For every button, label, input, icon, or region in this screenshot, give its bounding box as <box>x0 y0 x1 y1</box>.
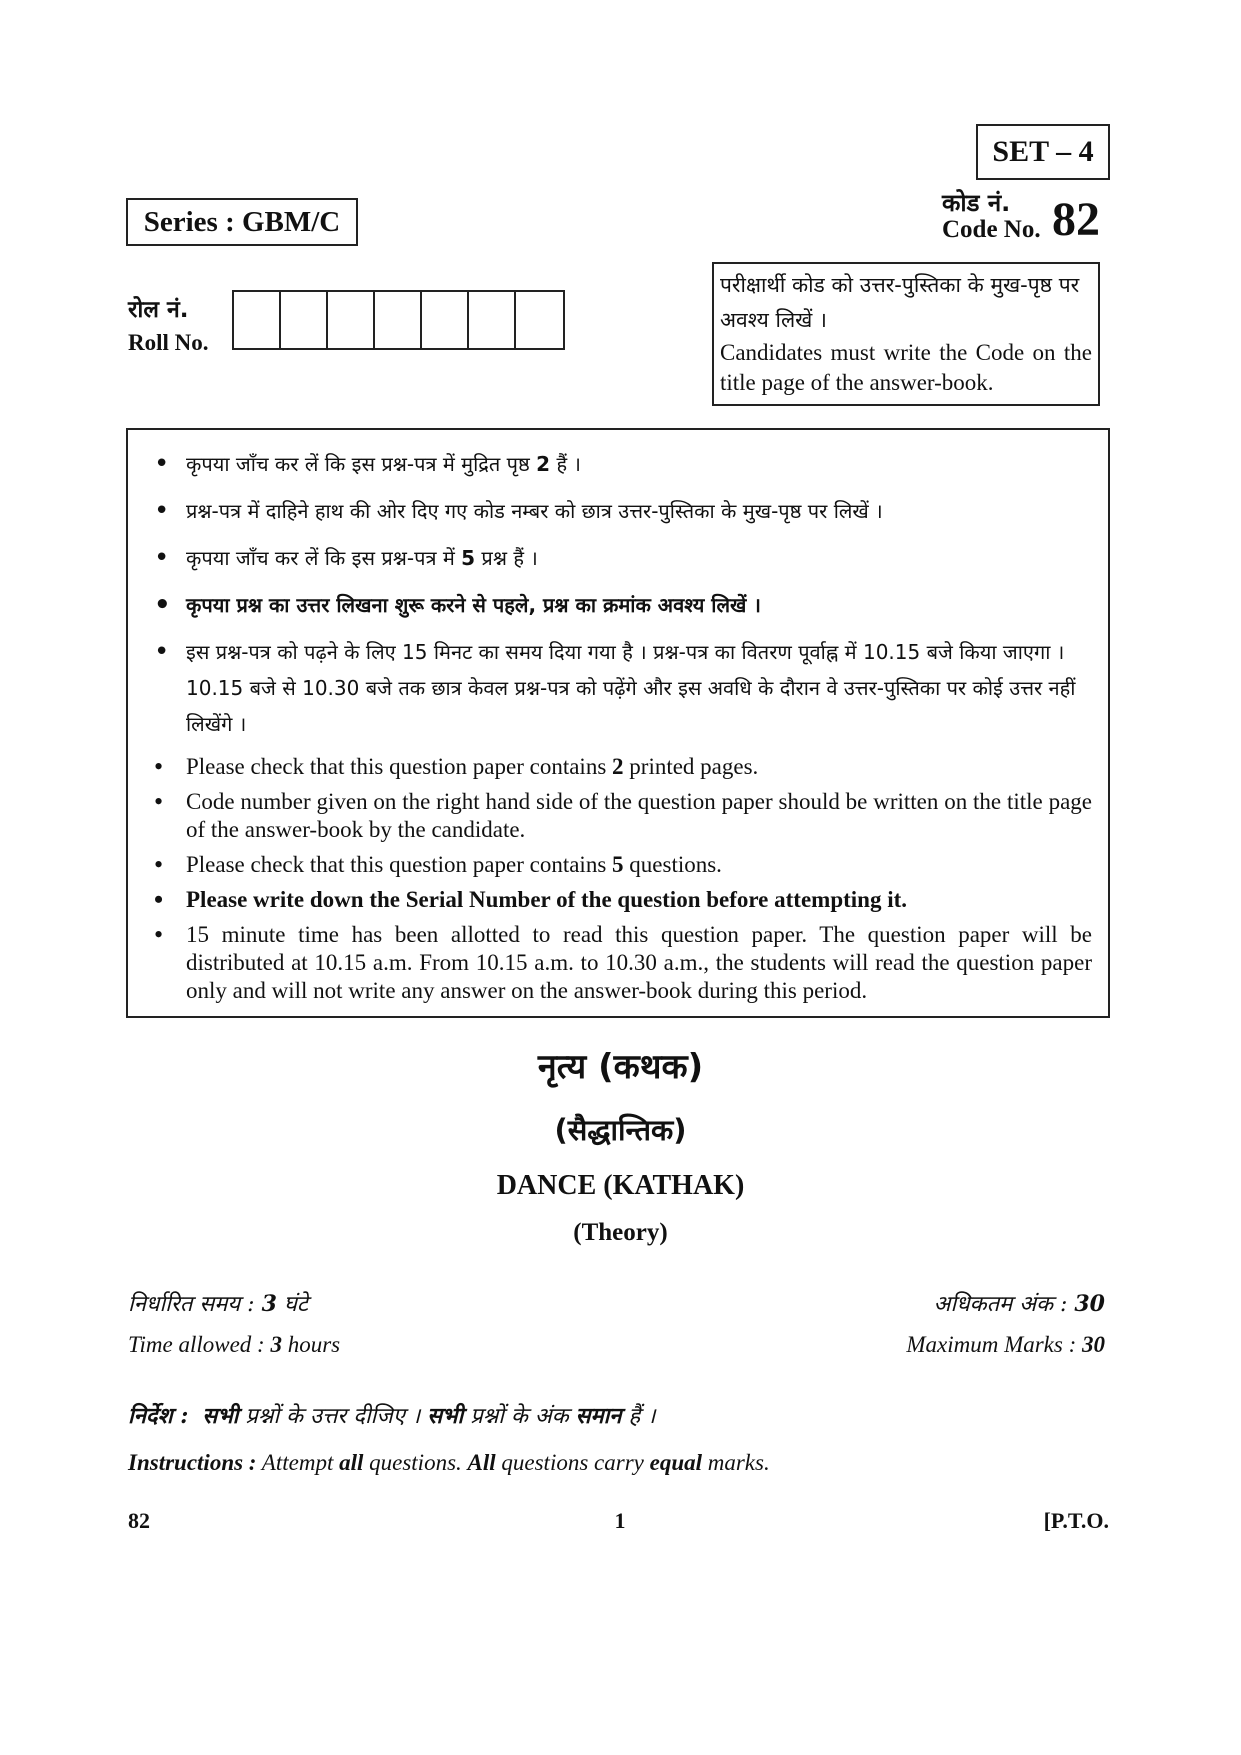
instruction-item: • 15 minute time has been allotted to read this question paper. The question paper will be distributed at 10.15 a.m. From 10.15 a.m. to 10.30 a.m., the students will read the question paper only and will not write any answer on the answer-book during this period. <box>152 921 1092 1005</box>
roll-number-cell[interactable] <box>516 292 563 348</box>
roll-number-cell[interactable] <box>469 292 516 348</box>
directions-hindi: निर्देश : सभी प्रश्नों के उत्तर दीजिए । सभी प्रश्नों के अंक समान हैं । <box>128 1403 656 1429</box>
instructions-hindi-list <box>152 446 1092 742</box>
code-label-hindi: कोड नं. <box>942 189 1011 217</box>
subject-title-english: DANCE (KATHAK) <box>496 1170 745 1201</box>
directions-english: Instructions : Attempt all questions. All questions carry equal marks. <box>128 1450 770 1475</box>
roll-number-cell[interactable] <box>422 292 469 348</box>
candidate-note-english: Candidates must write the Code on the title page of the answer-book. <box>720 340 1092 395</box>
roll-number-cell[interactable] <box>281 292 328 348</box>
footer-pto: [P.T.O. <box>1043 1508 1109 1533</box>
code-number: 82 <box>1052 193 1100 246</box>
candidate-note-hindi: परीक्षार्थी कोड को उत्तर-पुस्तिका के मुख-पृष्ठ पर अवश्य लिखें । <box>720 273 1080 332</box>
instruction-item: • प्रश्न-पत्र में दाहिने हाथ की ओर दिए गए कोड नम्बर को छात्र उत्तर-पुस्तिका के मुख-पृष्ठ पर लिखें । <box>152 493 1092 529</box>
instruction-item: • इस प्रश्न-पत्र को पढ़ने के लिए 15 मिनट का समय दिया गया है । प्रश्न-पत्र का वितरण पूर्वाह्न में 10.15 बजे किया जाएगा । 10.15 बजे से 10.30 बजे तक छात्र केवल प्रश्न-पत्र को पढ़ेंगे और इस अवधि के दौरान वे उत्तर-पुस्तिका पर कोई उत्तर नहीं लिखेंगे । <box>152 634 1092 742</box>
footer-code: 82 <box>128 1508 150 1533</box>
candidate-note-box <box>712 262 1100 406</box>
code-label-english: Code No. <box>942 216 1041 243</box>
time-allowed-hindi: निर्धारित समय : 3 घंटे <box>128 1291 308 1317</box>
roll-number-cell[interactable] <box>375 292 422 348</box>
instruction-item: • कृपया जाँच कर लें कि इस प्रश्न-पत्र में मुद्रित पृष्ठ 2 हैं । <box>152 446 1092 482</box>
maximum-marks-english: Maximum Marks : 30 <box>906 1332 1105 1357</box>
general-instructions-box <box>126 428 1110 1018</box>
instruction-item: • Please check that this question paper contains 2 printed pages. <box>152 753 1092 781</box>
instruction-item: • Please check that this question paper contains 5 questions. <box>152 851 1092 879</box>
instructions-english-list <box>152 753 1092 1005</box>
set-label: SET – 4 <box>976 124 1110 180</box>
series-label: Series : GBM/C <box>126 198 358 246</box>
roll-label-hindi: रोल नं. <box>128 297 189 323</box>
footer-page-number: 1 <box>614 1508 626 1533</box>
instruction-item: • कृपया जाँच कर लें कि इस प्रश्न-पत्र में 5 प्रश्न हैं । <box>152 540 1092 576</box>
maximum-marks-hindi: अधिकतम अंक : 30 <box>933 1291 1105 1317</box>
time-allowed-english: Time allowed : 3 hours <box>128 1332 341 1357</box>
subject-subtitle-hindi: (सैद्धान्तिक) <box>554 1113 687 1147</box>
subject-title-hindi: नृत्य (कथक) <box>537 1047 704 1087</box>
instruction-item: • कृपया प्रश्न का उत्तर लिखना शुरू करने से पहले, प्रश्न का क्रमांक अवश्य लिखें । <box>152 587 1092 623</box>
subject-subtitle-english: (Theory) <box>573 1219 668 1246</box>
roll-number-grid[interactable] <box>232 290 565 350</box>
roll-number-cell[interactable] <box>328 292 375 348</box>
instruction-item: • Code number given on the right hand side of the question paper should be written on the title page of the answer-book by the candidate. <box>152 788 1092 844</box>
roll-label-english: Roll No. <box>128 330 209 355</box>
instruction-item: • Please write down the Serial Number of the question before attempting it. <box>152 886 1092 914</box>
roll-number-cell[interactable] <box>234 292 281 348</box>
